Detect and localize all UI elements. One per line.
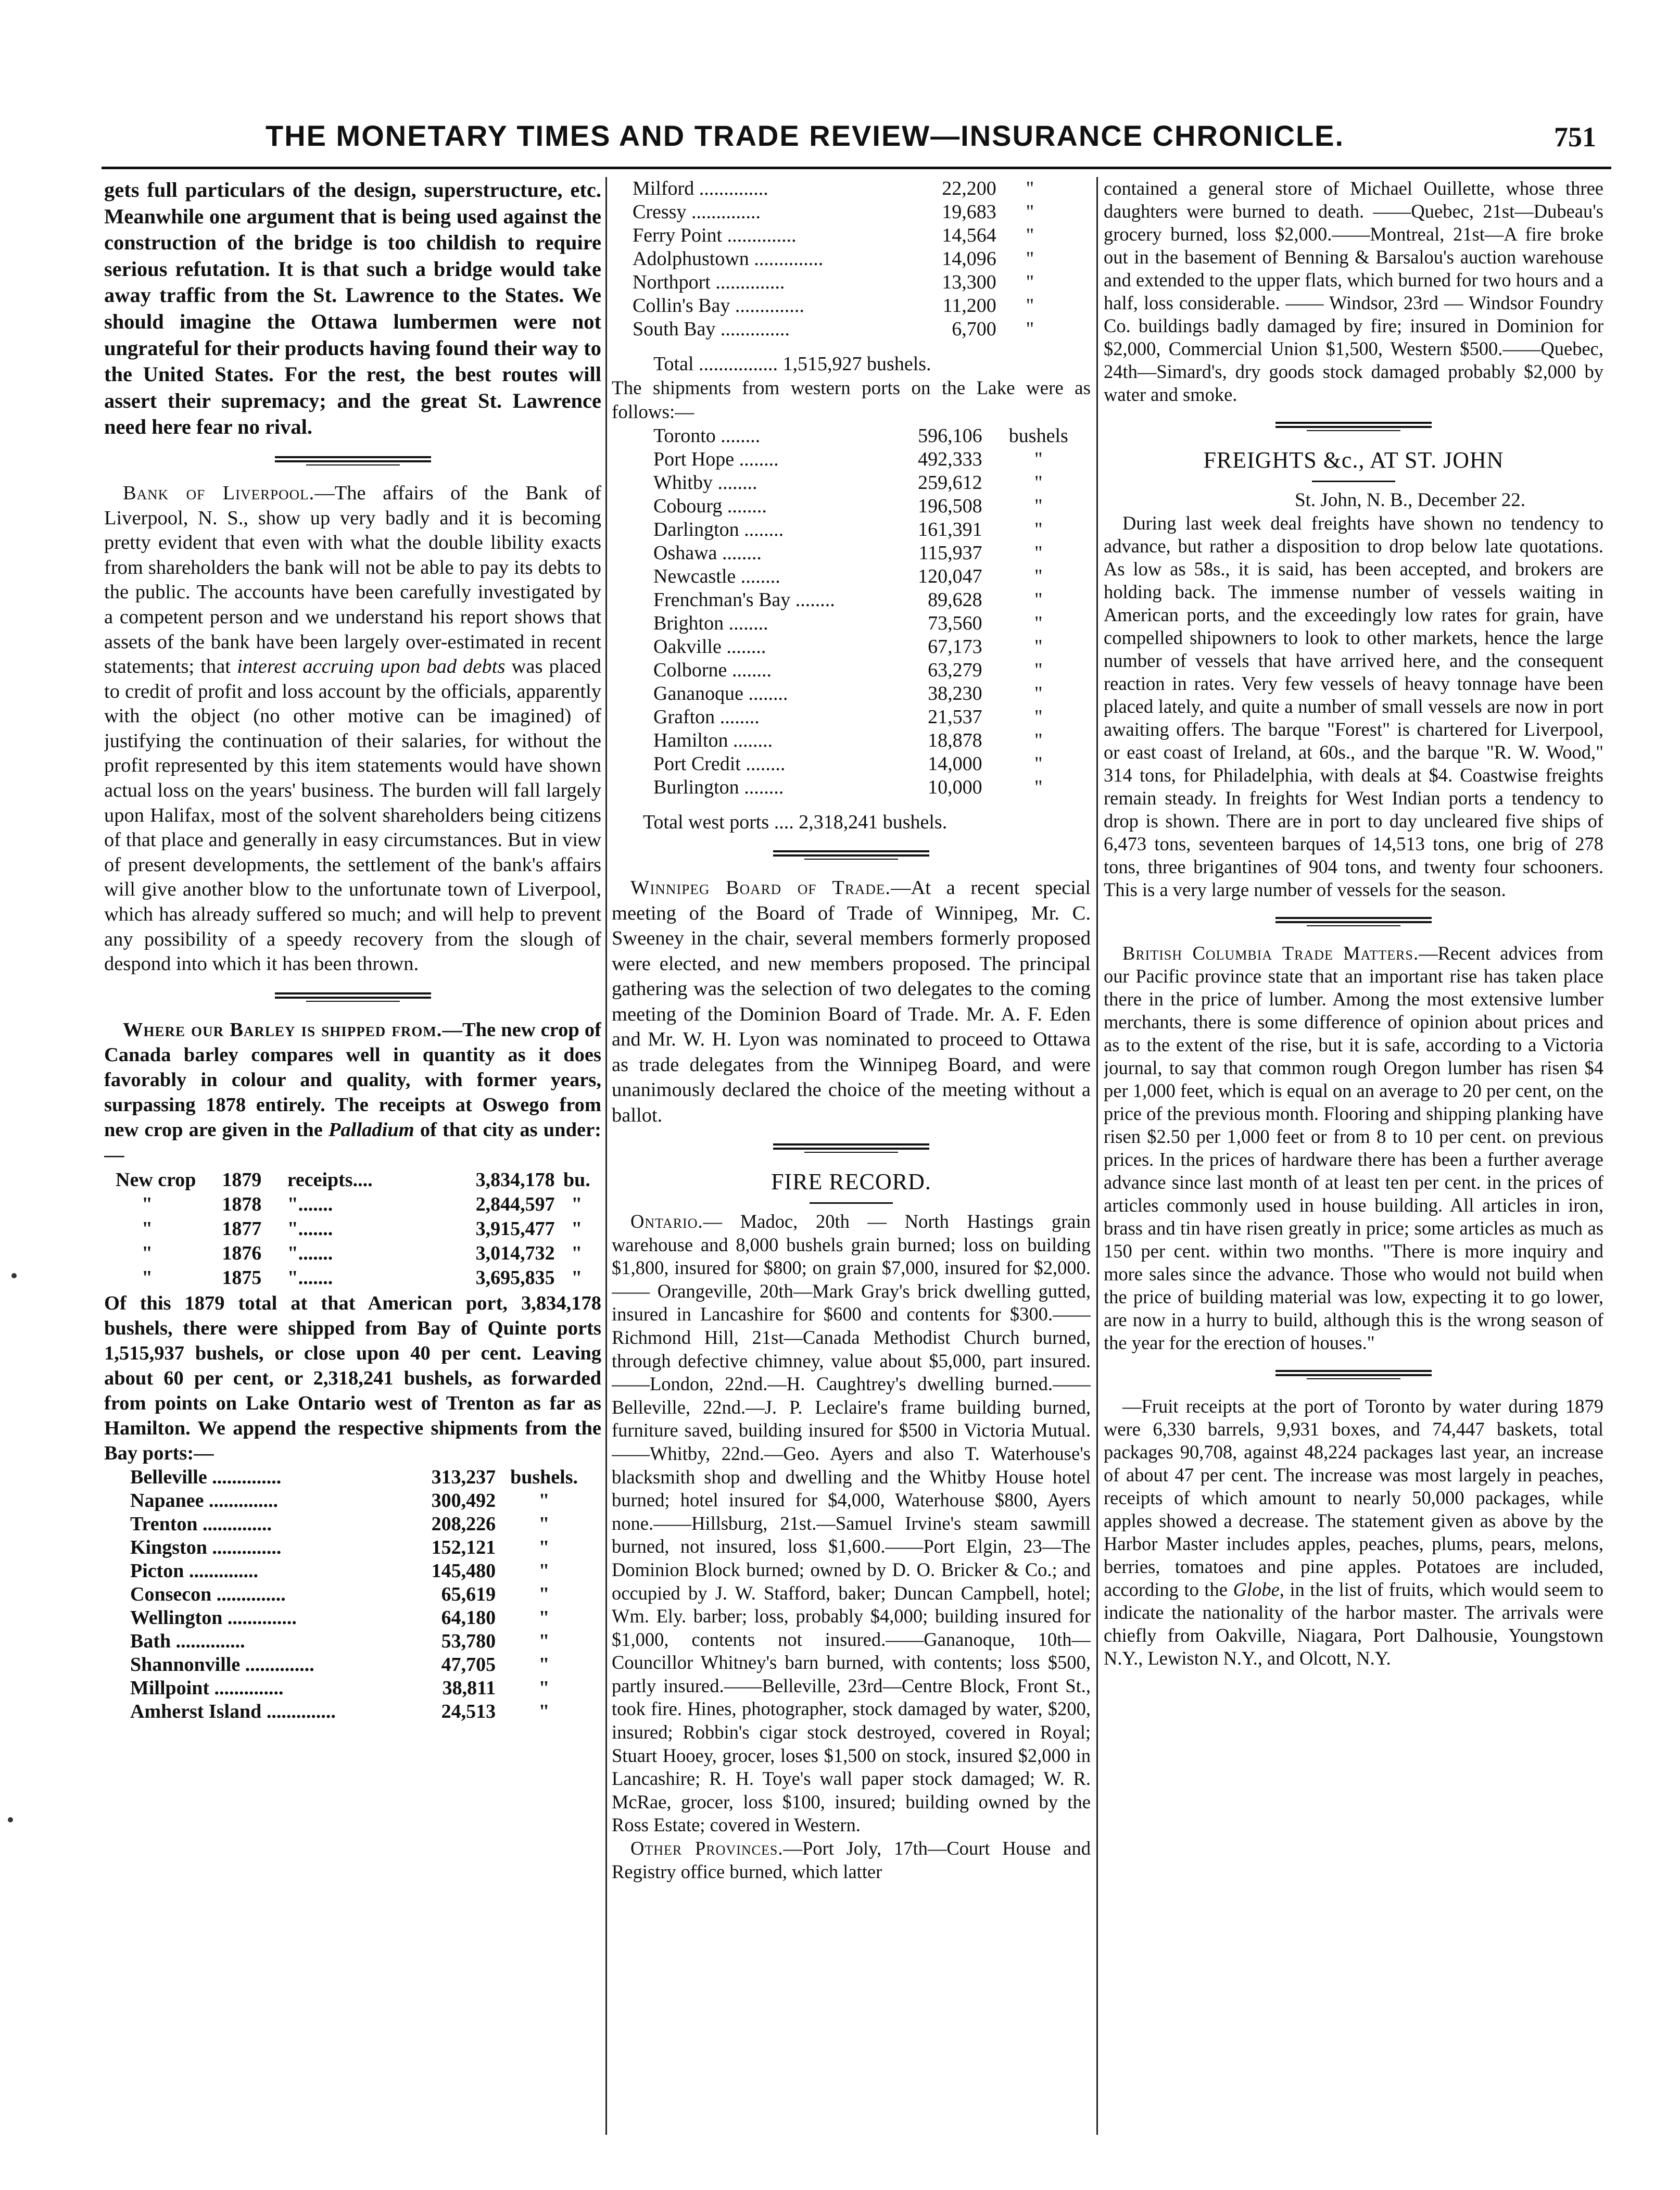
port-name: Cressy ..............	[633, 201, 761, 223]
shipment-unit: "	[1034, 495, 1043, 517]
table-row	[633, 318, 1049, 341]
shipment-value: 152,121	[431, 1536, 496, 1558]
section-separator	[773, 1143, 929, 1153]
shipment-value: 38,811	[442, 1677, 496, 1699]
table-row	[653, 659, 1080, 682]
port-name: Shannonville ..............	[130, 1653, 314, 1676]
table-row	[653, 776, 1080, 799]
table-row	[130, 1677, 578, 1700]
section-separator	[275, 992, 431, 1002]
shipment-unit: "	[1034, 729, 1043, 751]
shipment-unit: "	[1034, 472, 1043, 494]
bay-ports-total: Total ................ 1,515,927 bushels.	[653, 353, 931, 375]
table-row	[130, 1630, 578, 1653]
heading-rule	[810, 1202, 893, 1204]
port-name: Millpoint ..............	[130, 1677, 284, 1699]
table-row	[130, 1536, 578, 1559]
bay-ports-table-continued	[633, 177, 1049, 341]
port-name: Oakville ........	[653, 636, 766, 658]
shipment-unit: "	[538, 1559, 550, 1582]
port-name: Grafton ........	[653, 706, 760, 728]
table-row	[653, 424, 1080, 448]
port-name: Colborne ........	[653, 659, 772, 681]
shipment-unit: "	[1034, 776, 1043, 798]
shipment-unit: "	[1034, 448, 1043, 470]
section-separator	[1275, 1370, 1432, 1379]
table-row	[653, 565, 1080, 588]
shipment-value: 18,878	[928, 729, 982, 751]
table-row	[130, 1513, 578, 1536]
table-row	[653, 635, 1080, 659]
shipment-value: 89,628	[928, 589, 982, 611]
table-row	[633, 271, 1049, 294]
shipment-value: 10,000	[928, 776, 982, 798]
port-name: Amherst Island ..............	[130, 1700, 336, 1722]
shipment-value: 161,391	[918, 519, 982, 540]
port-name: Milford ..............	[633, 178, 768, 199]
port-name: Napanee ..............	[130, 1489, 278, 1512]
shipment-value: 14,096	[942, 248, 996, 270]
shipment-unit: "	[538, 1536, 550, 1558]
shipment-unit: "	[538, 1677, 550, 1699]
shipment-unit: "	[538, 1700, 550, 1722]
shipment-unit: "	[1026, 224, 1034, 246]
shipment-unit: "	[1026, 318, 1034, 340]
shipment-unit: "	[538, 1653, 550, 1676]
table-row	[633, 177, 1049, 200]
port-name: Picton ..............	[130, 1559, 258, 1582]
shipment-unit: "	[538, 1513, 550, 1535]
port-name: Wellington ..............	[130, 1606, 297, 1629]
shipment-value: 19,683	[942, 201, 996, 223]
table-row	[130, 1466, 578, 1489]
table-row: " 1877 "....... 3,915,477 "	[142, 1217, 583, 1240]
article-heading: Winnipeg Board of Trade.	[630, 877, 891, 899]
table-row	[653, 682, 1080, 706]
shipment-value: 38,230	[928, 683, 982, 704]
table-row	[653, 448, 1080, 471]
fire-record-continued: contained a general store of Michael Ouillette, whose three daughters were burned to death. ——Quebec, 21st—Dubeau's grocery burned, loss $2,000.——Montreal, 21st—A fire broke out in the basement of Benning & Barsalou's auction warehouse and extended to the upper flats, which burned for two hours and a half, loss considerable. —— Windsor, 23rd — Windsor Foundry Co. buildings badly damaged by fire; insured in Dominion for $2,000, Commercial Union $1,500, Western $500.——Quebec, 24th—Simard's, dry goods stock damaged probably $2,000 by water and smoke.	[1104, 178, 1603, 405]
fire-record-other-provinces: Other Provinces.—Port Joly, 17th—Court House and Registry office burned, which latter	[612, 1837, 1091, 1882]
shipment-value: 63,279	[928, 659, 982, 681]
shipment-value: 259,612	[918, 472, 982, 494]
port-name: Whitby ........	[653, 472, 757, 494]
heading-rule	[1312, 481, 1395, 482]
port-name: Port Hope ........	[653, 448, 779, 470]
shipment-value: 492,333	[918, 448, 982, 470]
table-row	[633, 294, 1049, 318]
column-right	[1104, 177, 1603, 2145]
shipment-unit: "	[538, 1630, 550, 1652]
port-name: Trenton ..............	[130, 1513, 272, 1535]
shipment-value: 24,513	[441, 1700, 496, 1722]
shipment-value: 53,780	[441, 1630, 496, 1652]
port-name: Consecon ..............	[130, 1583, 286, 1605]
port-name: Darlington ........	[653, 519, 784, 540]
table-row: " 1876 "....... 3,014,732 "	[142, 1242, 583, 1264]
column-middle	[612, 177, 1091, 2145]
page-header	[0, 0, 1680, 172]
barley-article-continued: Of this 1879 total at that American port, 3,834,178 bushels, there were shipped from Bay of Quinte ports 1,515,937 bushels, or close upon 40 per cent. Leaving about 60 per cent, or 2,318,241 bushels, as forwarded from points on Lake Ontario west of Trenton as far as Hamilton. We append the respective shipments from the Bay ports:—	[104, 1292, 601, 1464]
port-name: Collin's Bay ..............	[633, 295, 804, 317]
shipment-value: 120,047	[918, 565, 982, 587]
port-name: Oshawa ........	[653, 542, 762, 564]
port-name: Gananoque ........	[653, 683, 788, 704]
table-row: New crop 1879 receipts.... 3,834,178 bu.	[116, 1168, 590, 1191]
shipment-value: 65,619	[441, 1583, 496, 1605]
shipment-unit: "	[538, 1489, 550, 1512]
table-row	[653, 612, 1080, 635]
article-heading: Bank of Liverpool.	[123, 482, 315, 504]
bridge-article-continuation: gets full particulars of the design, superstructure, etc. Meanwhile one argument that is being used against the construction of the bridge is too childish to require serious refutation. It is that such a bridge would take away traffic from the St. Lawrence to the States. We should imagine the Ottawa lumbermen were not ungrateful for their products having found their way to the United States. For the rest, the best routes will assert their supremacy; and the great St. Lawrence need here fear no rival.	[104, 178, 601, 439]
scan-speck	[11, 1273, 17, 1278]
western-ports-total: Total west ports .... 2,318,241 bushels.	[643, 811, 948, 833]
barley-article: Where our Barley is shipped from.—The new crop of Canada barley compares well in quantity as it does favorably in colour and quality, with former years, surpassing 1878 entirely. The receipts at Oswego from new crop are given in the Palladium of that city as under:—	[104, 1018, 601, 1166]
column-divider-1	[605, 177, 607, 2135]
shipment-unit: "	[1034, 753, 1043, 775]
port-name: Cobourg ........	[653, 495, 767, 517]
bay-ports-table	[130, 1466, 578, 1723]
table-row	[130, 1559, 578, 1583]
shipment-unit: "	[1034, 519, 1043, 540]
table-row	[130, 1700, 578, 1723]
shipment-value: 313,237	[431, 1466, 496, 1488]
table-row	[653, 706, 1080, 729]
publication-title: THE MONETARY TIMES AND TRADE REVIEW—INSURANCE CHRONICLE.	[266, 119, 1345, 152]
freights-heading: FREIGHTS &c., AT ST. JOHN	[1203, 447, 1504, 473]
shipment-unit: "	[1034, 589, 1043, 611]
shipment-unit: "	[1026, 271, 1034, 293]
scan-speck	[8, 1817, 13, 1822]
fire-record-ontario: Ontario.— Madoc, 20th — North Hastings grain warehouse and 8,000 bushels grain burned; loss on building $1,800, insured for $800; on grain $7,000, insured for $2,000. —— Orangeville, 20th—Mark Gray's brick dwelling gutted, insured in Lancashire for $600 and contents for $300.——Richmond Hill, 21st—Canada Methodist Church burned, through defective chimney, value about $5,000, part insured.——London, 22nd.—H. Caughtrey's dwelling burned.——Belleville, 22nd.—J. P. Leclaire's frame building burned, furniture saved, building insured for $500 in Victoria Mutual.——Whitby, 22nd.—Geo. Ayers and also T. Waterhouse's blacksmith shop and dwelling and the Whitby House hotel burned; hotel insured for $4,000, Waterhouse $800, Ayers none.——Hillsburg, 21st.—Samuel Irvine's steam sawmill burned, not insured, loss $1,600.——Port Elgin, 23—The Dominion Block burned; owned by D. O. Bricker & Co.; and occupied by J. W. Stafford, baker; Duncan Campbell, hotel; Wm. Ely. barber; loss, probably $4,000; building insured for $1,000, contents not insured.——Gananoque, 10th—Councillor Whitney's barn burned, with contents; loss $500, partly insured.——Belleville, 23rd—Centre Block, Front St., took fire. Hines, photographer, stock damaged by water, $200, insured; Robbin's cigar stock destroyed, covered in Royal; Stuart Hooey, grocer, loses $1,500 on stock, insured $2,000 in Lancashire; R. H. Toye's wall paper stock damaged; W. R. McRae, grocer, loss $100, insured; building owned by the Ross Estate; covered in Western.	[612, 1211, 1091, 1836]
shipment-unit: "	[538, 1583, 550, 1605]
header-rule	[102, 167, 1611, 169]
article-heading: Where our Barley is shipped from.	[123, 1018, 443, 1041]
table-row: " 1875 "....... 3,695,835 "	[142, 1266, 583, 1289]
section-separator	[773, 850, 929, 860]
shipment-value: 47,705	[441, 1653, 496, 1676]
shipment-value: 208,226	[431, 1513, 496, 1535]
table-row	[653, 752, 1080, 776]
table-row	[653, 588, 1080, 612]
port-name: Brighton ........	[653, 612, 768, 634]
shipment-unit: bushels	[1008, 425, 1068, 447]
shipment-unit: bushels.	[510, 1466, 578, 1488]
shipment-unit: "	[1026, 248, 1034, 270]
bank-of-liverpool-article: Bank of Liverpool.—The affairs of the Bank of Liverpool, N. S., show up very badly and it is becoming pretty evident that even with what the double libility exacts from shareholders the bank will not be able to pay its debts to the public. The accounts have been carefully investigated by a competent person and we understand his report shows that assets of the bank have been largely over-estimated in recent statements; that interest accruing upon bad debts was placed to credit of profit and loss account by the officials, apparently with the object (no other motive can be imagined) of justifying the continuation of their salaries, for without the profit represented by this item statements would have shown actual loss on the years' business. The burden will fall largely upon Halifax, most of the solvent shareholders being citizens of that place and generally in easy circumstances. But in view of present developments, the settlement of the bank's affairs will give another blow to the unfortunate town of Liverpool, which has already suffered so much; and will help to prevent any possibility of a speedy recovery from the slough of despond into which it has been thrown.	[104, 482, 601, 975]
shipment-value: 115,937	[918, 542, 982, 564]
port-name: Northport ..............	[633, 271, 785, 293]
port-name: Toronto ........	[653, 425, 761, 447]
table-row	[653, 518, 1080, 542]
port-name: Hamilton ........	[653, 729, 773, 751]
shipment-unit: "	[1034, 659, 1043, 681]
oswego-receipts-table	[115, 1167, 599, 1291]
shipment-value: 300,492	[431, 1489, 496, 1512]
western-ports-table	[653, 424, 1080, 799]
shipment-unit: "	[1034, 636, 1043, 658]
shipment-value: 145,480	[431, 1559, 496, 1582]
shipment-unit: "	[1034, 612, 1043, 634]
shipment-unit: "	[1026, 178, 1034, 199]
bc-trade-article: British Columbia Trade Matters.—Recent advices from our Pacific province state that an important rise has taken place there in the price of lumber. Among the most extensive lumber merchants, there is some difference of opinion about prices and as to the extent of the rise, but it is safe, according to a Victoria journal, to say that common rough Oregon lumber has risen $4 per 1,000 feet, which is equal on an average to 20 per cent, on the price of the previous month. Flooring and shipping planking have risen $2.50 per 1,000 feet or from 8 to 10 per cent. on previous prices. In the prices of hardware there has been a further average advance since last month of at least ten per cent. in the prices of articles commonly used in house building. All articles in iron, brass and tin have risen greatly in price; some articles as much as 150 per cent. within two months. "There is more inquiry and more sales since the advance. Those who would not build when the price of building material was low, expecting it to go lower, are now in a hurry to build, although this is the wrong season of the year for the erection of houses."	[1104, 942, 1603, 1353]
shipment-unit: "	[538, 1606, 550, 1629]
shipment-unit: "	[1034, 683, 1043, 704]
port-name: Newcastle ........	[653, 565, 780, 587]
port-name: Bath ..............	[130, 1630, 245, 1652]
table-row	[633, 224, 1049, 247]
shipment-value: 64,180	[441, 1606, 496, 1629]
shipment-value: 21,537	[928, 706, 982, 728]
section-separator	[1275, 422, 1432, 431]
freights-dateline: St. John, N. B., December 22.	[1295, 489, 1525, 511]
freights-article: During last week deal freights have shown no tendency to advance, but rather a disposition to drop below late quotations. As low as 58s., it is said, has been accepted, and brokers are holding back. The immense number of vessels waiting in American ports, and the exceedingly low rates for grain, have compelled shipowners to look to other markets, hence the large number of vessels that have arrived here, and the consequent reaction in rates. Very few vessels of heavy tonnage have been placed lately, and quite a number of small vessels are now in port awaiting offers. The barque "Forest" is chartered for Liverpool, or east coast of Ireland, at 60s., and the barque "R. W. Wood," 314 tons, for Philadelphia, with deals at $4. Coastwise freights remain steady. In freights for West Indian ports a tendency to drop is shown. There are in port to day uncleared five ships of 6,473 tons, seventeen barques of 14,513 tons, one brig of 278 tons, three brigantines of 904 tons, and twenty four schooners. This is a very large number of vessels for the season.	[1104, 512, 1603, 900]
table-row	[653, 542, 1080, 565]
page-number: 751	[1554, 121, 1596, 153]
port-name: South Bay ..............	[633, 318, 790, 340]
section-separator	[275, 456, 431, 465]
shipment-value: 196,508	[918, 495, 982, 517]
winnipeg-article: Winnipeg Board of Trade.—At a recent special meeting of the Board of Trade of Winnipeg, Mr. C. Sweeney in the chair, several members formerly proposed were elected, and new members proposed. The principal gathering was the selection of two delegates to the coming meeting of the Dominion Board of Trade. Mr. A. F. Eden and Mr. W. H. Lyon was nominated to proceed to Ottawa as trade delegates from the Winnipeg Board, and were unanimously declared the choice of the meeting without a ballot.	[612, 877, 1091, 1126]
port-name: Kingston ..............	[130, 1536, 282, 1558]
port-name: Frenchman's Bay ........	[653, 589, 835, 611]
shipment-value: 14,564	[942, 224, 996, 246]
port-name: Belleville ..............	[130, 1466, 282, 1488]
section-separator	[1275, 917, 1432, 926]
shipment-unit: "	[1034, 706, 1043, 728]
port-name: Adolphustown ..............	[633, 248, 824, 270]
port-name: Port Credit ........	[653, 753, 786, 775]
table-row	[653, 495, 1080, 518]
western-intro: The shipments from western ports on the Lake were as follows:—	[612, 377, 1091, 423]
shipment-value: 14,000	[928, 753, 982, 775]
shipment-value: 13,300	[942, 271, 996, 293]
table-row	[130, 1583, 578, 1606]
table-row	[633, 200, 1049, 224]
shipment-unit: "	[1034, 542, 1043, 564]
column-divider-2	[1096, 177, 1098, 2135]
table-row: " 1878 "....... 2,844,597 "	[142, 1193, 583, 1215]
table-row	[653, 471, 1080, 495]
shipment-value: 6,700	[952, 318, 996, 340]
shipment-unit: "	[1026, 201, 1034, 223]
table-row	[653, 729, 1080, 752]
column-left	[104, 177, 601, 2145]
shipment-value: 73,560	[928, 612, 982, 634]
port-name: Ferry Point ..............	[633, 224, 797, 246]
shipment-value: 596,106	[918, 425, 982, 447]
table-row	[130, 1653, 578, 1677]
fire-record-heading: FIRE RECORD.	[771, 1169, 931, 1194]
shipment-value: 22,200	[942, 178, 996, 199]
port-name: Burlington ........	[653, 776, 784, 798]
table-row	[633, 247, 1049, 271]
table-row	[130, 1489, 578, 1513]
fruit-receipts-article: —Fruit receipts at the port of Toronto by water during 1879 were 6,330 barrels, 9,931 boxes, and 74,447 baskets, total packages 90,708, against 48,224 packages last year, an increase of about 47 per cent. The increase was most largely in peaches, receipts of which amount to nearly 50,000 packages, while apples showed a decrease. The statement given as above by the Harbor Master includes apples, peaches, plums, pears, melons, berries, tomatoes and pine apples. Potatoes are included, according to the Globe, in the list of fruits, which would seem to indicate the nationality of the harbor master. The arrivals were chiefly from Oakville, Niagara, Port Dalhousie, Youngstown N.Y., Lewiston N.Y., and Olcott, N.Y.	[1104, 1395, 1603, 1669]
shipment-value: 11,200	[942, 295, 996, 317]
table-row	[130, 1606, 578, 1630]
shipment-value: 67,173	[928, 636, 982, 658]
shipment-unit: "	[1034, 565, 1043, 587]
shipment-unit: "	[1026, 295, 1034, 317]
